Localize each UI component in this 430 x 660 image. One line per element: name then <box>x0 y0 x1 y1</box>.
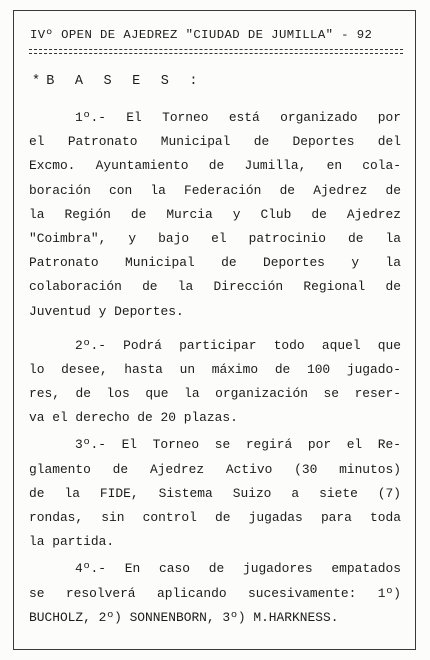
paragraph-line: boración con la Federación de Ajedrez de <box>29 182 401 198</box>
paragraph-line: se resolverá aplicando sucesivamente: 1º) <box>29 585 401 601</box>
paragraph-line: BUCHOLZ, 2º) SONNENBORN, 3º) M.HARKNESS. <box>29 609 339 625</box>
paragraph-line: res, de los que la organización se reser- <box>29 386 401 402</box>
paragraph-line: el Patronato Municipal de Deportes del <box>29 134 401 150</box>
paragraph-line: Excmo. Ayuntamiento de Jumilla, en cola- <box>29 158 401 174</box>
paragraph-line: la partida. <box>29 534 115 550</box>
paragraph-line: la Región de Murcia y Club de Ajedrez <box>29 206 401 222</box>
paragraph-1 <box>29 106 401 324</box>
paragraph-line: Patronato Municipal de Deportes y la <box>29 255 401 271</box>
paragraph-line: de la FIDE, Sistema Suizo a siete (7) <box>29 485 401 501</box>
paragraph-line: 1º.- El Torneo está organizado por <box>75 110 401 125</box>
section-heading: *B A S E S : <box>32 74 204 89</box>
paragraph-line: 4º.- En caso de jugadores empatados <box>75 561 401 577</box>
paragraph-line: rondas, sin control de jugadas para toda <box>29 510 401 525</box>
paragraph-line: "Coimbra", y bajo el patrocinio de la <box>29 230 401 246</box>
paragraph-4 <box>29 557 401 630</box>
paragraph-line: Juventud y Deportes. <box>29 303 184 319</box>
header-rule-bottom <box>29 53 403 54</box>
paragraph-gap <box>29 324 401 334</box>
paragraph-2 <box>29 334 401 431</box>
paragraph-line: 2º.- Podrá participar todo aquel que <box>75 337 401 353</box>
header-rule-top <box>29 49 403 50</box>
paragraph-line: 3º.- El Torneo se regirá por el Re- <box>75 437 401 453</box>
paragraph-line: va el derecho de 20 plazas. <box>29 410 238 426</box>
document-body <box>29 106 401 630</box>
paragraph-line: lo desee, hasta un máximo de 100 jugado- <box>29 361 401 377</box>
paragraph-line: colaboración de la Dirección Regional de <box>29 279 401 295</box>
paragraph-line: glamento de Ajedrez Activo (30 minutos) <box>29 461 401 477</box>
paragraph-3 <box>29 433 401 554</box>
document-header: IVº OPEN DE AJEDREZ "CIUDAD DE JUMILLA" - 92 <box>30 28 373 42</box>
